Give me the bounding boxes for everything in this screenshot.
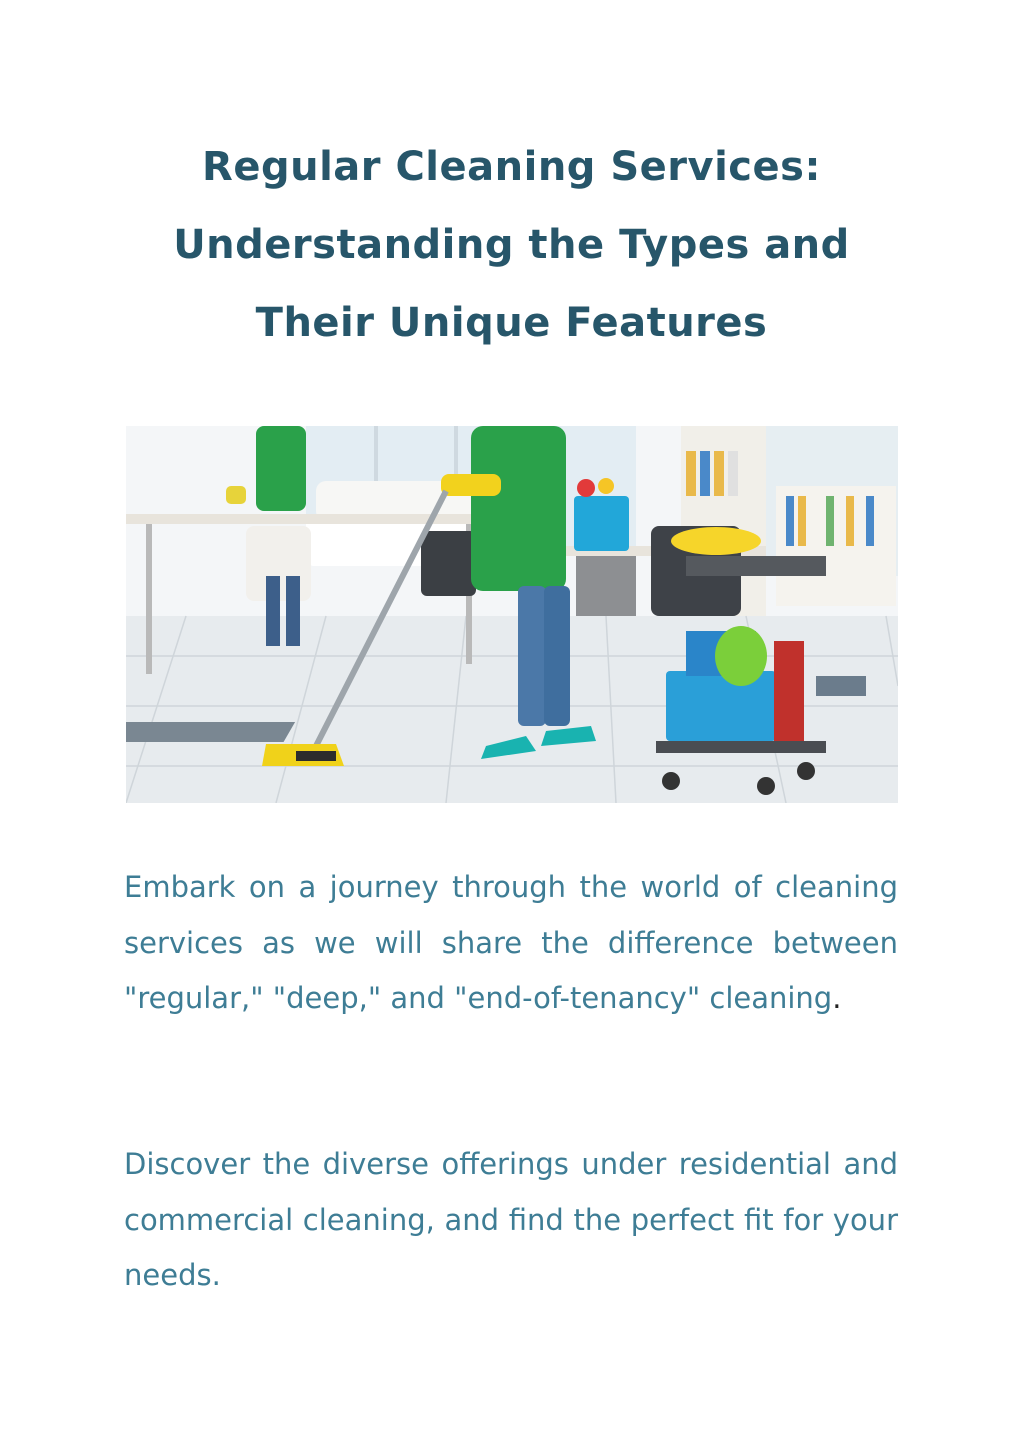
intro-paragraph-text: Embark on a journey through the world of cleaning services as we will share the difference between "regular," "deep," and "end-of-tenancy" cleaning [124,870,898,1015]
title-line-3: Their Unique Features [255,300,768,346]
cleaning-staff-illustration [126,426,898,803]
title-line-2: Understanding the Types and [173,222,850,268]
intro-paragraph [124,860,898,1027]
offerings-paragraph-text: Discover the diverse offerings under residential and commercial cleaning, and find the perfect fit for your needs. [124,1147,898,1292]
title-line-1: Regular Cleaning Services: [202,144,821,190]
intro-paragraph-period: . [832,981,842,1015]
page-title [100,128,923,362]
offerings-paragraph [124,1137,898,1304]
hero-image [126,426,898,803]
